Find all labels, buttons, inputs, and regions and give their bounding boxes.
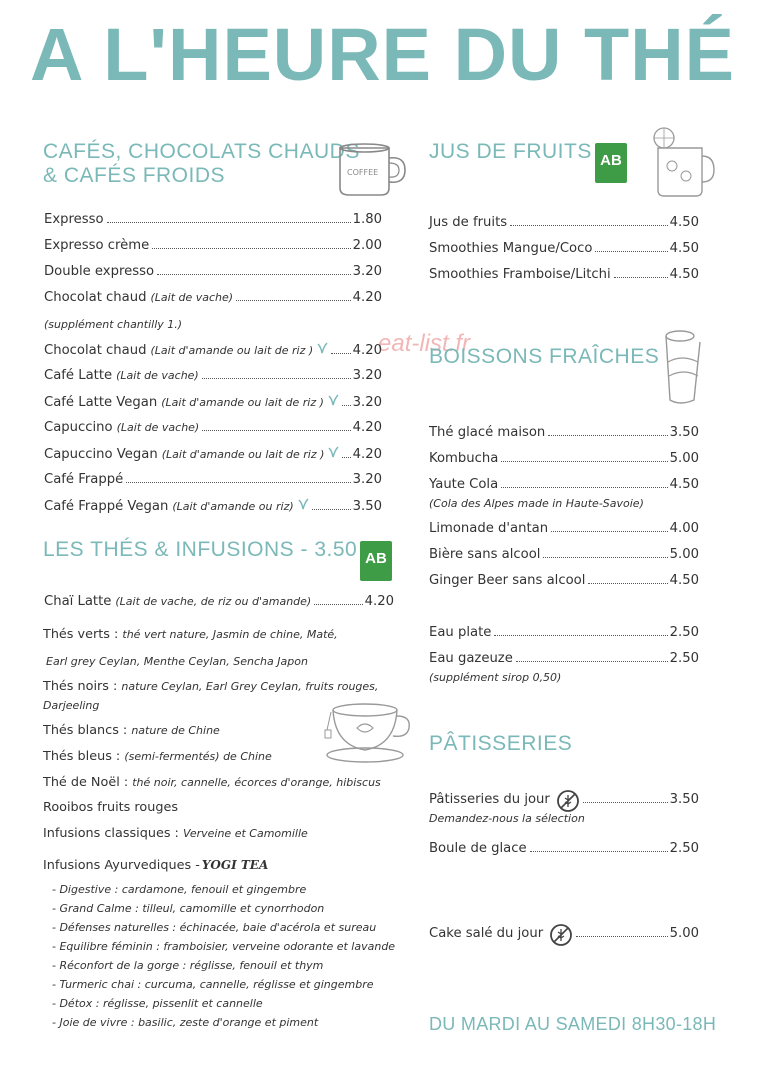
- vegan-leaf-icon: [297, 498, 309, 510]
- menu-row: Eau gazeuze 2.50: [429, 651, 699, 666]
- ayur-item: - Grand Calme : tilleul, camomille et cynorrhodon: [52, 902, 325, 915]
- vegan-leaf-icon: [327, 446, 339, 458]
- cafes-heading-line2: & CAFÉS FROIDS: [43, 164, 226, 187]
- ayur-item: - Détox : réglisse, pissenlit et cannelle: [52, 997, 263, 1010]
- gluten-free-icon: [556, 789, 580, 813]
- opening-hours: DU MARDI AU SAMEDI 8H30-18H: [429, 1014, 717, 1034]
- menu-row: Limonade d'antan 4.00: [429, 521, 699, 536]
- gluten-free-icon: [549, 923, 573, 947]
- teacup-icon: [325, 700, 415, 768]
- watermark: eat-list.fr: [378, 330, 471, 357]
- menu-row: Capuccino Vegan (Lait d'amande ou lait de riz ) 4.20: [44, 447, 382, 462]
- tea-christmas: Thé de Noël : thé noir, cannelle, écorces d'orange, hibiscus: [43, 775, 381, 790]
- tea-blue: Thés bleus : (semi-fermentés) de Chine: [43, 749, 272, 764]
- tea-white: Thés blancs : nature de Chine: [43, 723, 220, 738]
- menu-row: Chaï Latte (Lait de vache, de riz ou d'amande) 4.20: [44, 594, 394, 609]
- ayur-item: - Equilibre féminin : framboisier, verveine odorante et lavande: [52, 940, 396, 953]
- menu-row: Thé glacé maison 3.50: [429, 425, 699, 440]
- tea-black: Thés noirs : nature Ceylan, Earl Grey Ceylan, fruits rouges,: [43, 679, 379, 694]
- menu-row: Capuccino (Lait de vache) 4.20: [44, 420, 382, 435]
- vegan-leaf-icon: [327, 394, 339, 406]
- juice-jar-icon: [650, 126, 716, 198]
- menu-row: Yaute Cola 4.50: [429, 477, 699, 492]
- coffee-mug-icon: [335, 140, 410, 198]
- coffee-cup-text: COFFEE: [347, 168, 379, 177]
- organic-ab-logo: AB: [595, 143, 627, 183]
- sirop-note: (supplément sirop 0,50): [429, 671, 562, 684]
- menu-row: Café Frappé Vegan (Lait d'amande ou riz) 3.50: [44, 499, 382, 514]
- organic-ab-logo: AB: [360, 541, 392, 581]
- menu-row: Bière sans alcool 5.00: [429, 547, 699, 562]
- menu-row: Double expresso 3.20: [44, 264, 382, 279]
- menu-row: Eau plate 2.50: [429, 625, 699, 640]
- menu-row: Café Latte (Lait de vache) 3.20: [44, 368, 382, 383]
- thes-heading: LES THÉS & INFUSIONS - 3.50: [43, 538, 358, 561]
- soda-can-icon: [660, 328, 706, 408]
- cafes-heading-line1: CAFÉS, CHOCOLATS CHAUDS: [43, 140, 360, 163]
- jus-heading: JUS DE FRUITS: [429, 140, 592, 163]
- menu-row: Chocolat chaud (Lait d'amande ou lait de riz ) 4.20: [44, 343, 382, 358]
- patisseries-heading: PÂTISSERIES: [429, 732, 573, 755]
- menu-row: Jus de fruits 4.50: [429, 215, 699, 230]
- ayur-item: - Turmeric chai : curcuma, cannelle, réglisse et gingembre: [52, 978, 374, 991]
- ayur-item: - Digestive : cardamone, fenouil et gingembre: [52, 883, 307, 896]
- menu-row: Boule de glace 2.50: [429, 841, 699, 856]
- page-title: A L'HEURE DU THÉ: [29, 13, 736, 96]
- chantilly-note: (supplément chantilly 1.): [44, 318, 183, 331]
- tea-black-cont: Darjeeling: [43, 699, 100, 712]
- tea-green: Thés verts : thé vert nature, Jasmin de chine, Maté,: [43, 627, 338, 642]
- ayur-item: - Réconfort de la gorge : réglisse, fenouil et thym: [52, 959, 324, 972]
- menu-row: Smoothies Framboise/Litchi 4.50: [429, 267, 699, 282]
- menu-row: Kombucha 5.00: [429, 451, 699, 466]
- tea-rooibos: Rooibos fruits rouges: [43, 800, 178, 815]
- tea-infusions: Infusions classiques : Verveine et Camomille: [43, 826, 308, 841]
- tea-green-cont: Earl grey Ceylan, Menthe Ceylan, Sencha Japon: [46, 655, 308, 668]
- menu-row: Ginger Beer sans alcool 4.50: [429, 573, 699, 588]
- menu-row: Expresso 1.80: [44, 212, 382, 227]
- yogi-tea-logo: YOGI TEA: [201, 858, 269, 872]
- menu-row: Cake salé du jour 5.00: [429, 926, 699, 944]
- menu-row: Chocolat chaud (Lait de vache) 4.20: [44, 290, 382, 305]
- menu-row: Smoothies Mangue/Coco 4.50: [429, 241, 699, 256]
- menu-row: Pâtisseries du jour 3.50: [429, 792, 699, 810]
- menu-row: Café Frappé 3.20: [44, 472, 382, 487]
- yaute-note: (Cola des Alpes made in Haute-Savoie): [429, 497, 644, 510]
- menu-row: Expresso crème 2.00: [44, 238, 382, 253]
- boissons-heading: BOISSONS FRAÎCHES: [429, 345, 660, 368]
- menu-row: Café Latte Vegan (Lait d'amande ou lait de riz ) 3.20: [44, 395, 382, 410]
- selection-note: Demandez-nous la sélection: [429, 812, 585, 825]
- vegan-leaf-icon: [316, 342, 328, 354]
- ayur-item: - Joie de vivre : basilic, zeste d'orange et piment: [52, 1016, 319, 1029]
- ayur-item: - Défenses naturelles : échinacée, baie d'acérola et sureau: [52, 921, 377, 934]
- tea-ayurvedic: Infusions Ayurvediques - YOGI TEA: [43, 858, 269, 873]
